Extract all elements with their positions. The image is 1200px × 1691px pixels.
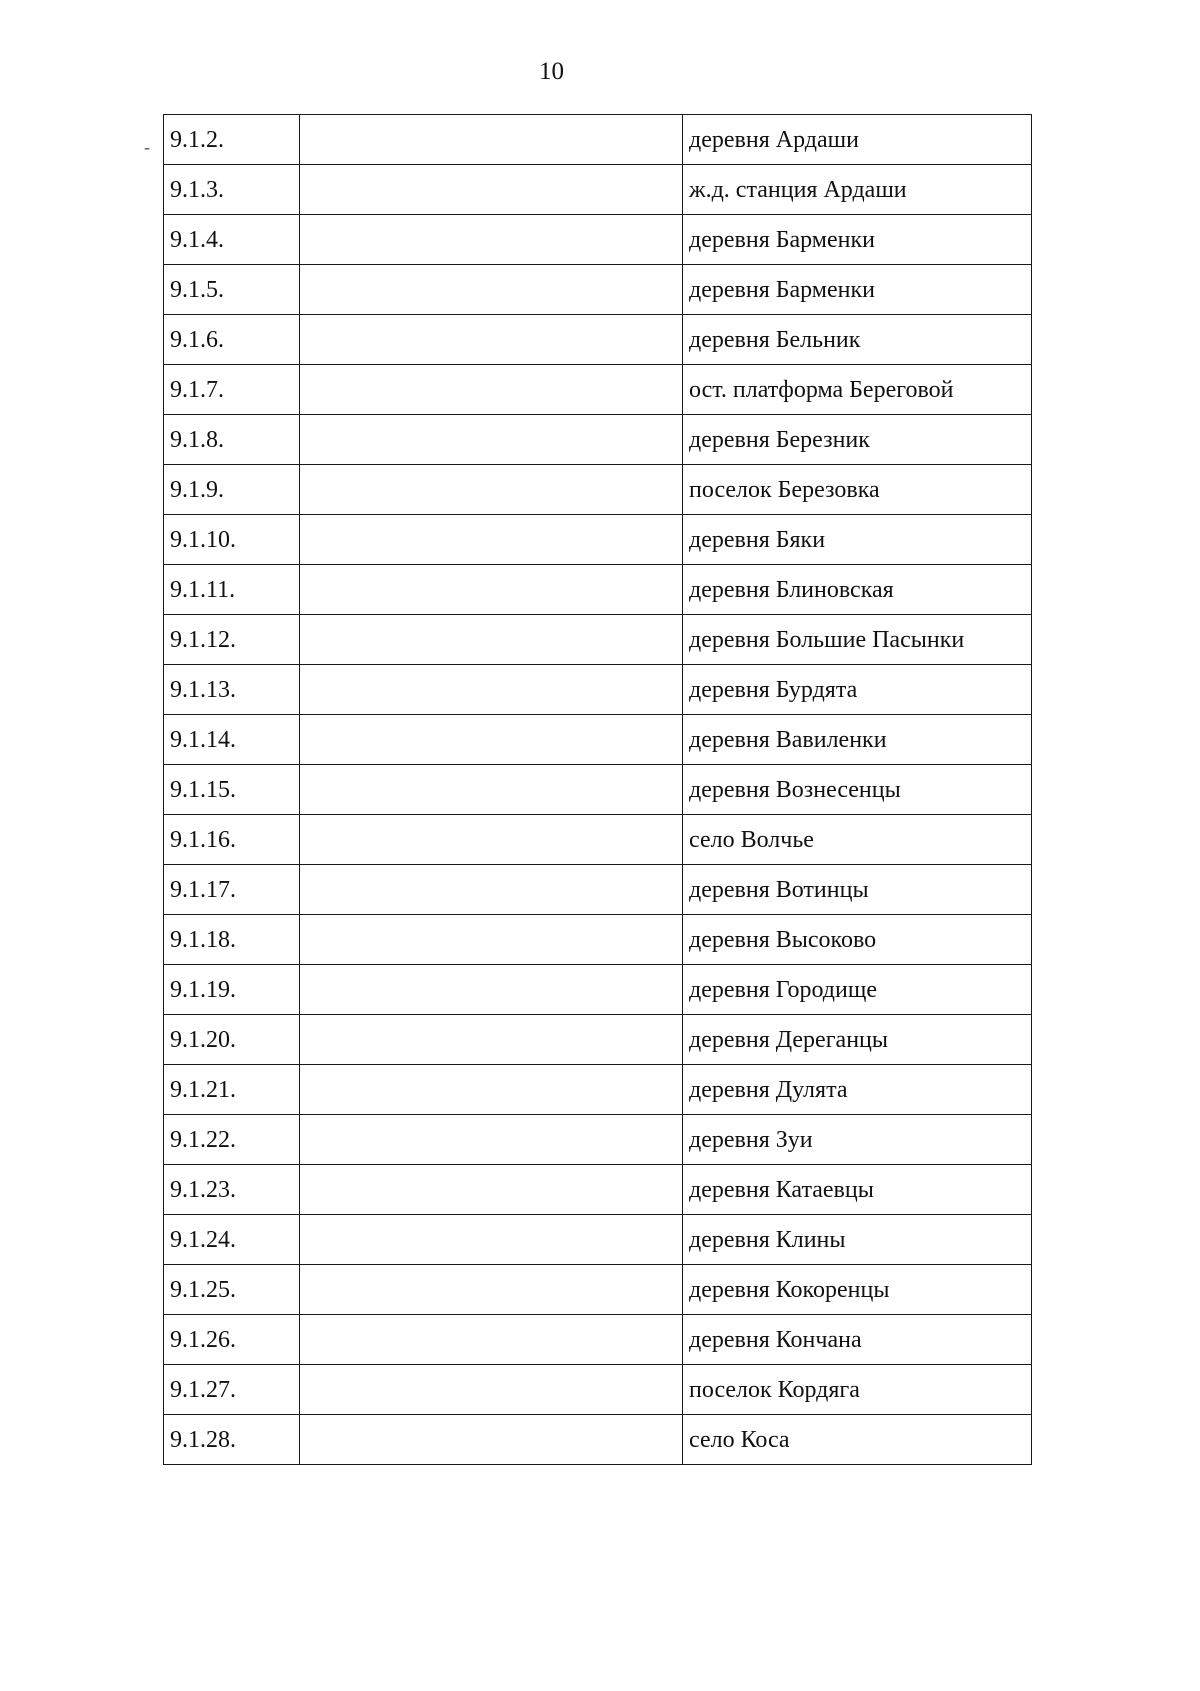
row-number-cell: 9.1.3. xyxy=(164,165,300,215)
empty-cell xyxy=(300,1265,683,1315)
empty-cell xyxy=(300,1115,683,1165)
table-row xyxy=(164,565,1032,615)
settlement-name-cell: деревня Дереганцы xyxy=(683,1015,1032,1065)
settlement-name-cell: деревня Блиновская xyxy=(683,565,1032,615)
page-number: 10 xyxy=(539,58,564,85)
row-number-cell: 9.1.8. xyxy=(164,415,300,465)
empty-cell xyxy=(300,615,683,665)
empty-cell xyxy=(300,365,683,415)
empty-cell xyxy=(300,1165,683,1215)
table-row xyxy=(164,415,1032,465)
table-body xyxy=(164,115,1032,1465)
empty-cell xyxy=(300,965,683,1015)
settlement-name-cell: деревня Зуи xyxy=(683,1115,1032,1165)
table-row xyxy=(164,165,1032,215)
row-number-cell: 9.1.7. xyxy=(164,365,300,415)
table-row xyxy=(164,915,1032,965)
margin-mark: - xyxy=(144,137,150,157)
table-row xyxy=(164,465,1032,515)
settlements-table xyxy=(163,114,1032,1465)
settlement-name-cell: поселок Березовка xyxy=(683,465,1032,515)
empty-cell xyxy=(300,165,683,215)
empty-cell xyxy=(300,315,683,365)
empty-cell xyxy=(300,215,683,265)
table-row xyxy=(164,615,1032,665)
table-row xyxy=(164,1365,1032,1415)
table-row xyxy=(164,865,1032,915)
settlement-name-cell: деревня Высоково xyxy=(683,915,1032,965)
table-row xyxy=(164,1215,1032,1265)
table-row xyxy=(164,265,1032,315)
row-number-cell: 9.1.27. xyxy=(164,1365,300,1415)
settlement-name-cell: деревня Катаевцы xyxy=(683,1165,1032,1215)
settlement-name-cell: деревня Кончана xyxy=(683,1315,1032,1365)
row-number-cell: 9.1.2. xyxy=(164,115,300,165)
table-row xyxy=(164,665,1032,715)
row-number-cell: 9.1.25. xyxy=(164,1265,300,1315)
empty-cell xyxy=(300,765,683,815)
row-number-cell: 9.1.16. xyxy=(164,815,300,865)
table-row xyxy=(164,815,1032,865)
row-number-cell: 9.1.22. xyxy=(164,1115,300,1165)
row-number-cell: 9.1.13. xyxy=(164,665,300,715)
table-row xyxy=(164,115,1032,165)
row-number-cell: 9.1.23. xyxy=(164,1165,300,1215)
empty-cell xyxy=(300,915,683,965)
table-row xyxy=(164,1165,1032,1215)
settlement-name-cell: деревня Вавиленки xyxy=(683,715,1032,765)
row-number-cell: 9.1.24. xyxy=(164,1215,300,1265)
row-number-cell: 9.1.4. xyxy=(164,215,300,265)
table-row xyxy=(164,515,1032,565)
table-row xyxy=(164,1015,1032,1065)
settlement-name-cell: деревня Дулята xyxy=(683,1065,1032,1115)
settlement-name-cell: деревня Городище xyxy=(683,965,1032,1015)
table-row xyxy=(164,365,1032,415)
row-number-cell: 9.1.26. xyxy=(164,1315,300,1365)
table-row xyxy=(164,1115,1032,1165)
settlement-name-cell: деревня Барменки xyxy=(683,215,1032,265)
empty-cell xyxy=(300,1065,683,1115)
row-number-cell: 9.1.11. xyxy=(164,565,300,615)
settlement-name-cell: деревня Бельник xyxy=(683,315,1032,365)
empty-cell xyxy=(300,565,683,615)
table-row xyxy=(164,765,1032,815)
settlement-name-cell: деревня Бяки xyxy=(683,515,1032,565)
settlement-name-cell: деревня Вознесенцы xyxy=(683,765,1032,815)
table-row xyxy=(164,1265,1032,1315)
empty-cell xyxy=(300,115,683,165)
settlement-name-cell: деревня Ардаши xyxy=(683,115,1032,165)
settlement-name-cell: деревня Барменки xyxy=(683,265,1032,315)
row-number-cell: 9.1.9. xyxy=(164,465,300,515)
table-row xyxy=(164,965,1032,1015)
table-row xyxy=(164,715,1032,765)
settlement-name-cell: ж.д. станция Ардаши xyxy=(683,165,1032,215)
empty-cell xyxy=(300,1215,683,1265)
row-number-cell: 9.1.5. xyxy=(164,265,300,315)
row-number-cell: 9.1.20. xyxy=(164,1015,300,1065)
empty-cell xyxy=(300,865,683,915)
row-number-cell: 9.1.19. xyxy=(164,965,300,1015)
settlement-name-cell: поселок Кордяга xyxy=(683,1365,1032,1415)
table-row xyxy=(164,1415,1032,1465)
empty-cell xyxy=(300,465,683,515)
row-number-cell: 9.1.6. xyxy=(164,315,300,365)
empty-cell xyxy=(300,815,683,865)
settlement-name-cell: деревня Клины xyxy=(683,1215,1032,1265)
empty-cell xyxy=(300,1365,683,1415)
row-number-cell: 9.1.14. xyxy=(164,715,300,765)
empty-cell xyxy=(300,515,683,565)
row-number-cell: 9.1.10. xyxy=(164,515,300,565)
empty-cell xyxy=(300,715,683,765)
row-number-cell: 9.1.17. xyxy=(164,865,300,915)
empty-cell xyxy=(300,415,683,465)
table-row xyxy=(164,1315,1032,1365)
row-number-cell: 9.1.15. xyxy=(164,765,300,815)
table-row xyxy=(164,215,1032,265)
settlement-name-cell: деревня Большие Пасынки xyxy=(683,615,1032,665)
row-number-cell: 9.1.21. xyxy=(164,1065,300,1115)
settlement-name-cell: село Волчье xyxy=(683,815,1032,865)
row-number-cell: 9.1.12. xyxy=(164,615,300,665)
settlement-name-cell: деревня Бурдята xyxy=(683,665,1032,715)
settlement-name-cell: ост. платформа Береговой xyxy=(683,365,1032,415)
table-row xyxy=(164,1065,1032,1115)
settlement-name-cell: деревня Березник xyxy=(683,415,1032,465)
empty-cell xyxy=(300,1415,683,1465)
table-row xyxy=(164,315,1032,365)
row-number-cell: 9.1.28. xyxy=(164,1415,300,1465)
settlement-name-cell: деревня Кокоренцы xyxy=(683,1265,1032,1315)
empty-cell xyxy=(300,665,683,715)
empty-cell xyxy=(300,1315,683,1365)
row-number-cell: 9.1.18. xyxy=(164,915,300,965)
empty-cell xyxy=(300,265,683,315)
empty-cell xyxy=(300,1015,683,1065)
settlement-name-cell: село Коса xyxy=(683,1415,1032,1465)
settlement-name-cell: деревня Вотинцы xyxy=(683,865,1032,915)
